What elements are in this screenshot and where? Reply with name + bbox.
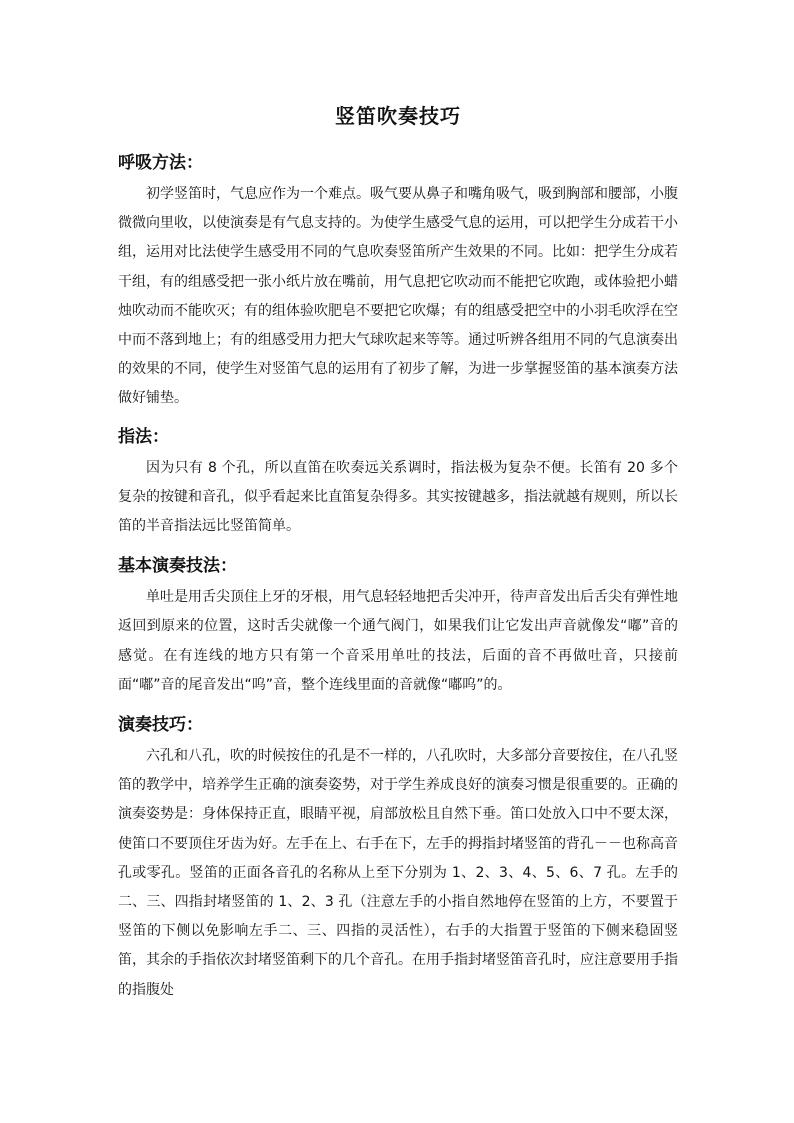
document-title: 竖笛吹奏技巧 (335, 104, 461, 128)
section-body-fingering (118, 454, 678, 542)
paragraph-breathing: 初学竖笛时，气息应作为一个难点。吸气要从鼻子和嘴角吸气，吸到胸部和腰部，小腹微微向里收，以使演奏是有气息支持的。为使学生感受气息的运用，可以把学生分成若干小组，运用对比法使学生感受用不同的气息吹奏竖笛所产生效果的不同。比如：把学生分成若干组，有的组感受把一张小纸片放在嘴前，用气息把它吹动而不能把它吹跑，或体验把小蜡烛吹动而不能吹灭；有的组体验吹肥皂不要把它吹爆；有的组感受把空中的小羽毛吹浮在空中而不落到地上；有的组感受用力把大气球吹起来等等。通过听辨各组用不同的气息演奏出的效果的不同，使学生对竖笛气息的运用有了初步了解，为进一步掌握竖笛的基本演奏方法做好铺垫。 (118, 186, 678, 407)
section-heading-breathing: 呼吸方法： (118, 153, 203, 173)
section-fingering (118, 420, 678, 542)
section-breathing (118, 146, 678, 414)
section-performance-skills (118, 708, 678, 1005)
section-body-performance-skills (118, 742, 678, 1005)
paragraph-fingering: 因为只有 8 个孔，所以直笛在吹奏远关系调时，指法极为复杂不便。长笛有 20 多个复杂的按键和音孔，似乎看起来比直笛复杂得多。其实按键越多，指法就越有规则，所以长笛的半音指法远比竖笛简单。 (118, 459, 678, 535)
section-body-breathing (118, 180, 678, 414)
document-page (118, 100, 678, 1005)
section-heading-basic-technique: 基本演奏技法： (118, 556, 237, 577)
section-heading-performance-skills: 演奏技巧： (118, 715, 203, 736)
paragraph-basic-technique: 单吐是用舌尖顶住上牙的牙根，用气息轻轻地把舌尖冲开，待声音发出后舌尖有弹性地返回到原来的位置，这时舌尖就像一个通气阀门，如果我们让它发出声音就像发“嘟”音的感觉。在有连线的地方只有第一个音采用单吐的技法，后面的音不再做吐音，只接前面“嘟”音的尾音发出“呜”音，整个连线里面的音就像“嘟呜”的。 (118, 589, 678, 693)
section-body-basic-technique (118, 583, 678, 700)
section-basic-technique (118, 549, 678, 700)
paragraph-performance-skills: 六孔和八孔，吹的时候按住的孔是不一样的，八孔吹时，大多部分音要按住，在八孔竖笛的教学中，培养学生正确的演奏姿势，对于学生养成良好的演奏习惯是很重要的。正确的演奏姿势是：身体保持正直，眼睛平视，肩部放松且自然下垂。笛口处放入口中不要太深，使笛口不要顶住牙齿为好。左手在上、右手在下，左手的拇指封堵竖笛的背孔－－也称高音孔或零孔。竖笛的正面各音孔的名称从上至下分别为 1、2、3、4、5、6、7 孔。左手的二、三、四指封堵竖笛的 1、2、3 孔（注意左手的小指自然地停在竖笛的上方，不要置于竖笛的下侧以免影响左手二、三、四指的灵活性），右手的大指置于竖笛的下侧来稳固竖笛，其余的手指依次封堵竖笛剩下的几个音孔。在用手指封堵竖笛音孔时，应注意要用手指的指腹处 (118, 748, 678, 998)
section-heading-fingering: 指法： (118, 426, 169, 447)
